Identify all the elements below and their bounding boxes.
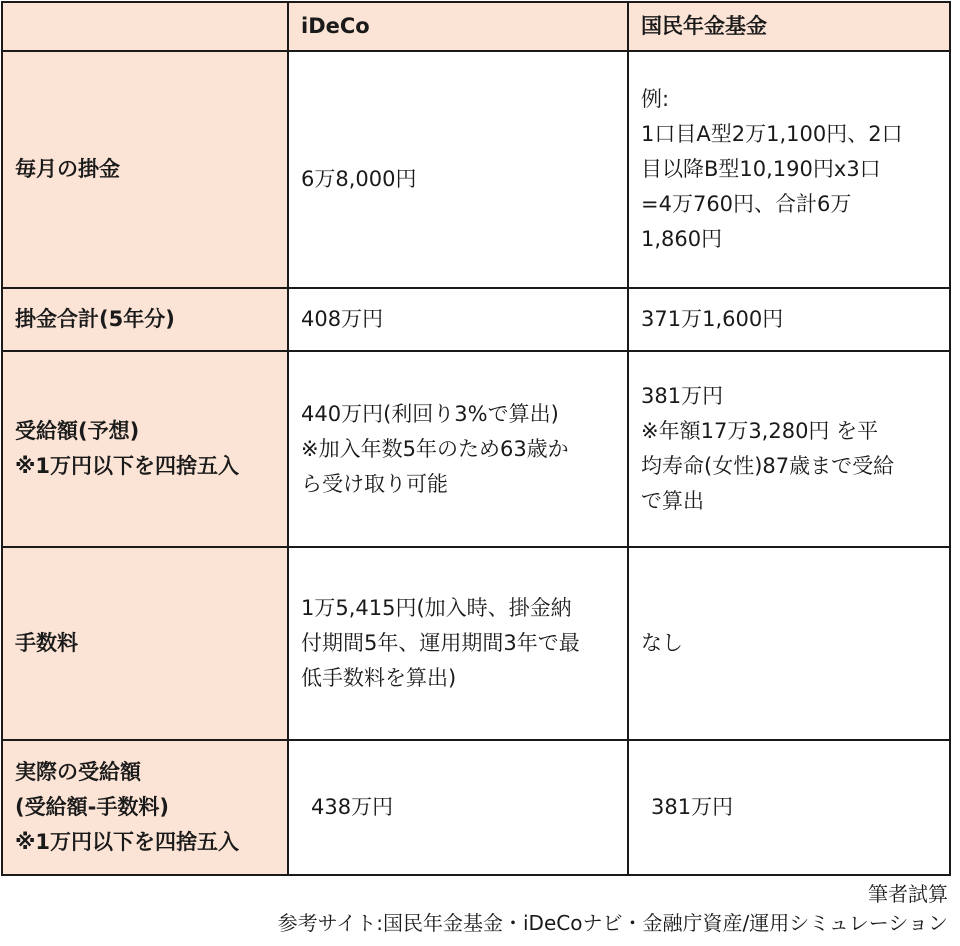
header-empty-cell: [2, 2, 288, 51]
cell-line: 381万円: [651, 795, 734, 819]
table-row-actual-benefit: [2, 740, 950, 875]
author-credit: 筆者試算: [868, 882, 948, 906]
row-label-line: ※1万円以下を四捨五入: [15, 830, 240, 854]
row-label-line: 手数料: [15, 631, 78, 655]
cell-line: ら受け取り可能: [301, 471, 448, 496]
ideco-fees: [288, 547, 628, 740]
cell-line: 付期間5年、運用期間3年で最: [301, 631, 580, 655]
cell-line: 438万円: [311, 795, 394, 819]
cell-line: 例:: [641, 87, 670, 111]
cell-line: 1,860円: [641, 227, 723, 251]
row-label-line: 受給額(予想): [15, 419, 140, 443]
npf-actual-benefit: [628, 740, 950, 875]
cell-line: 均寿命(女性)87歳まで受給: [641, 454, 895, 478]
ideco-actual-benefit: [288, 740, 628, 875]
npf-fees: [628, 547, 950, 740]
cell-line: 408万円: [301, 307, 384, 331]
row-label-line: ※1万円以下を四捨五入: [15, 454, 240, 478]
cell-line: =4万760円、合計6万: [641, 192, 852, 216]
comparison-table: [1, 1, 951, 876]
reference-sites: 参考サイト:国民年金基金・iDeCoナビ・金融庁資産/運用シミュレーション: [277, 911, 948, 935]
cell-line: 381万円: [641, 384, 724, 408]
ideco-total-contribution: [288, 288, 628, 351]
npf-monthly-contribution: [628, 51, 950, 288]
header-row: [2, 2, 950, 51]
table-row-total-contribution: [2, 288, 950, 351]
cell-line: 6万8,000円: [301, 167, 417, 191]
row-label-line: 掛金合計(5年分): [15, 307, 175, 331]
cell-line: 低手数料を算出): [301, 666, 457, 690]
row-label-line: (受給額-手数料): [15, 795, 169, 819]
row-label-line: 実際の受給額: [15, 760, 141, 784]
row-label-actual-benefit: [2, 740, 288, 875]
npf-total-contribution: [628, 288, 950, 351]
row-label-expected-benefit: [2, 351, 288, 547]
table-row-fees: [2, 547, 950, 740]
cell-line: 1口目A型2万1,100円、2口: [641, 122, 903, 146]
cell-line: 371万1,600円: [641, 307, 784, 331]
cell-line: 440万円(利回り3%で算出): [301, 401, 559, 426]
row-label-line: 毎月の掛金: [15, 157, 120, 181]
header-ideco: iDeCo: [288, 2, 628, 51]
row-label-monthly-contribution: [2, 51, 288, 288]
row-label-fees: [2, 547, 288, 740]
cell-line: ※加入年数5年のため63歳か: [301, 436, 569, 461]
cell-line: ※年額17万3,280円 を平: [641, 419, 879, 443]
cell-line: 目以降B型10,190円x3口: [641, 157, 881, 181]
npf-expected-benefit: [628, 351, 950, 547]
cell-line: なし: [641, 631, 683, 655]
ideco-expected-benefit: [288, 351, 628, 547]
header-national-pension-fund: 国民年金基金: [628, 2, 950, 51]
ideco-monthly-contribution: [288, 51, 628, 288]
table-row-monthly-contribution: [2, 51, 950, 288]
cell-line: で算出: [641, 489, 704, 513]
cell-line: 1万5,415円(加入時、掛金納: [301, 596, 572, 620]
table-row-expected-benefit: [2, 351, 950, 547]
row-label-total-contribution: [2, 288, 288, 351]
